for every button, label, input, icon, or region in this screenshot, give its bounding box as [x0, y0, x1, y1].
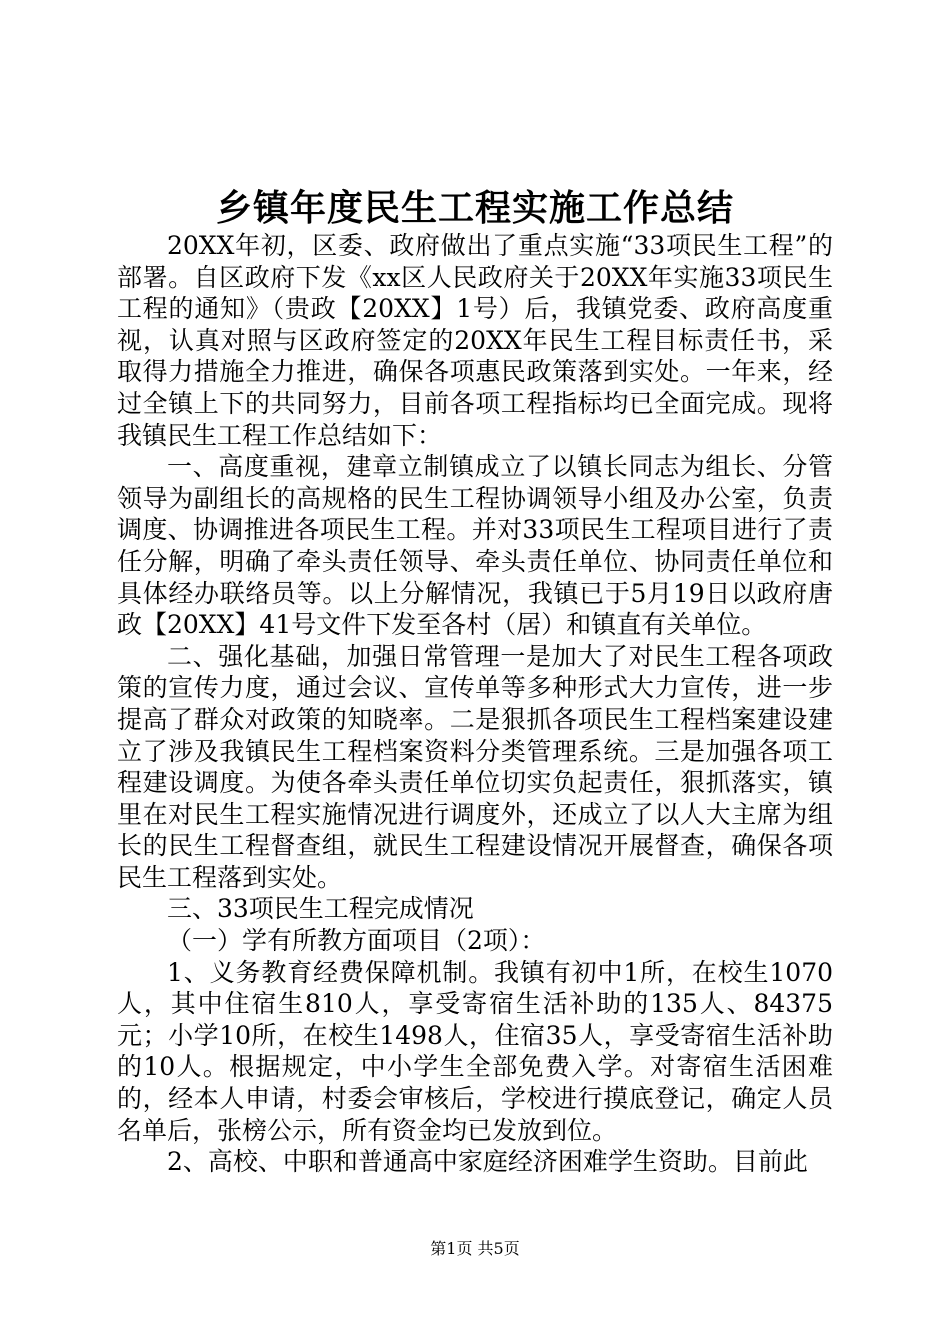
paragraph-section-1: 一、高度重视，建章立制镇成立了以镇长同志为组长、分管领导为副组长的高规格的民生工程协调领导小组及办公室，负责调度、协调推进各项民生工程。并对33项民生工程项目进行了责任分解，明确了牵头责任领导、牵头责任单位、协同责任单位和具体经办联络员等。以上分解情况，我镇已于5月19日以政府唐政【20XX】41号文件下发至各村（居）和镇直有关单位。: [117, 452, 833, 640]
document-body: [117, 230, 833, 1178]
document-title: 乡镇年度民生工程实施工作总结: [215, 188, 734, 229]
paragraph-intro: 20XX年初，区委、政府做出了重点实施“33项民生工程”的部署。自区政府下发《xx区人民政府关于20XX年实施33项民生工程的通知》（贵政【20XX】1号）后，我镇党委、政府高度重视，认真对照与区政府签定的20XX年民生工程目标责任书，采取得力措施全力推进，确保各项惠民政策落到实处。一年来，经过全镇上下的共同努力，目前各项工程指标均已全面完成。现将我镇民生工程工作总结如下：: [117, 231, 833, 450]
paragraph-subsection-1-heading: （一）学有所教方面项目（2项）：: [167, 926, 546, 956]
paragraph-item-2: 2、高校、中职和普通高中家庭经济困难学生资助。目前此: [167, 1147, 808, 1177]
paragraph-section-2: 二、强化基础，加强日常管理一是加大了对民生工程各项政策的宣传力度，通过会议、宣传单等多种形式大力宣传，进一步提高了群众对政策的知晓率。二是狠抓各项民生工程档案建设建立了涉及我镇民生工程档案资料分类管理系统。三是加强各项工程建设调度。为使各牵头责任单位切实负起责任，狠抓落实，镇里在对民生工程实施情况进行调度外，还成立了以人大主席为组长的民生工程督查组，就民生工程建设情况开展督查，确保各项民生工程落到实处。: [117, 641, 833, 892]
paragraph-item-1: 1、义务教育经费保障机制。我镇有初中1所，在校生1070人，其中住宿生810人，享受寄宿生活补助的135人、84375元；小学10所，在校生1498人，住宿35人，享受寄宿生活补助的10人。根据规定，中小学生全部免费入学。对寄宿生活困难的，经本人申请，村委会审核后，学校进行摸底登记，确定人员名单后，张榜公示，所有资金均已发放到位。: [117, 957, 833, 1145]
paragraph-section-3-heading: 三、33项民生工程完成情况: [167, 894, 474, 924]
page-number-footer: 第1页 共5页: [430, 1239, 520, 1258]
